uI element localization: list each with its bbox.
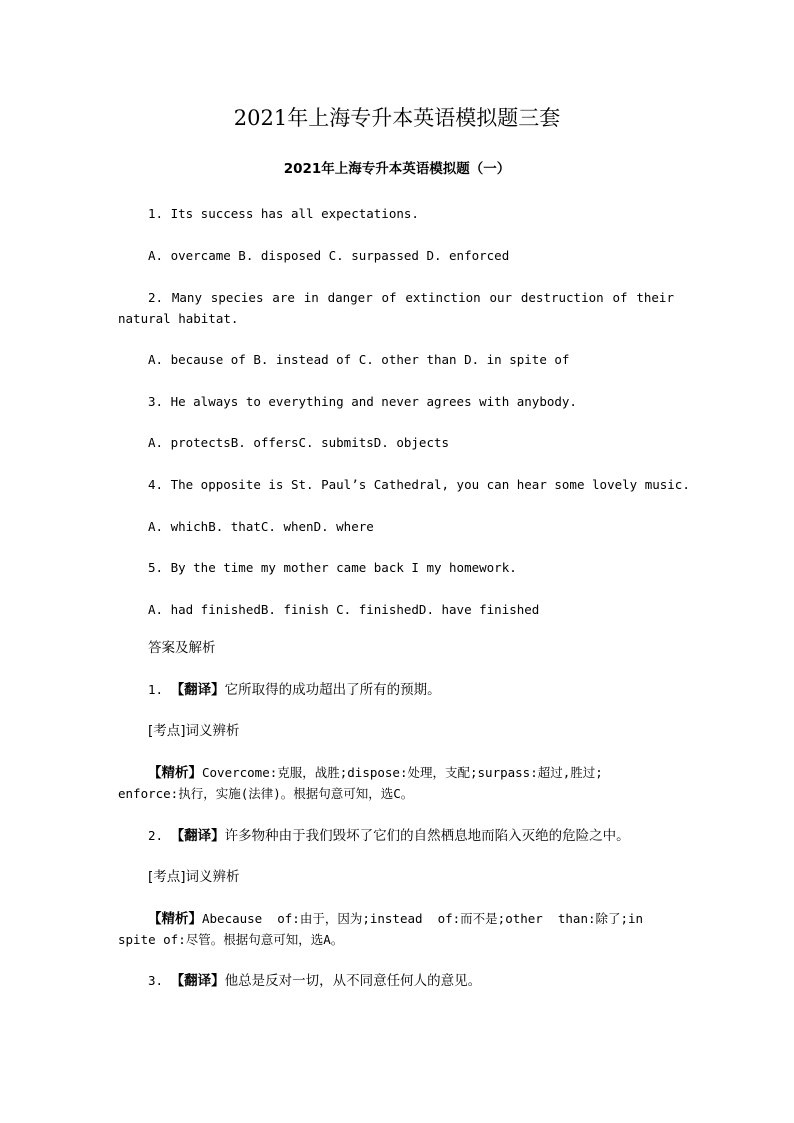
answer-number: 2.	[148, 828, 171, 843]
word: extinction	[405, 290, 481, 305]
answer-2-analysis-line-1	[148, 911, 643, 927]
word: are	[272, 290, 295, 305]
question-1: 1. Its success has all expectations.	[148, 206, 419, 221]
question-5: 5. By the time my mother came back I my homework.	[148, 560, 517, 575]
word: in	[303, 290, 319, 305]
translation-tag: 【翻译】	[170, 828, 225, 844]
answer-3-translation	[148, 973, 481, 989]
section-title: 2021年上海专升本英语模拟题（一）	[283, 161, 511, 177]
analysis-text: Covercome:克服，战胜;dispose:处理，支配;surpass:超过,胜过;	[202, 765, 603, 780]
question-3: 3. He always to everything and never agrees with anybody.	[148, 394, 577, 409]
document-title: 2021年上海专升本英语模拟题三套	[233, 106, 561, 130]
word: destruction	[520, 290, 604, 305]
answer-1-translation	[148, 682, 441, 698]
answers-heading: 答案及解析	[148, 640, 216, 656]
answer-1-point: [考点]词义辨析	[148, 723, 240, 739]
answer-1-analysis-line-2: enforce:执行，实施(法律)。根据句意可知，选C。	[118, 786, 414, 801]
answer-2-analysis-line-2: spite of:尽管。根据句意可知，选A。	[118, 932, 344, 947]
translation-tag: 【翻译】	[170, 682, 225, 698]
question-3-options: A. protectsB. offersC. submitsD. objects	[148, 435, 450, 450]
question-5-options: A. had finishedB. finish C. finishedD. have finished	[148, 602, 540, 617]
question-2-line-1	[148, 290, 674, 306]
answer-1-analysis-line-1	[148, 765, 603, 781]
word: of	[612, 290, 628, 305]
translation-text: 它所取得的成功超出了所有的预期。	[224, 682, 441, 698]
answer-2-point: [考点]词义辨析	[148, 869, 240, 885]
word: our	[489, 290, 513, 305]
analysis-tag: 【精析】	[148, 765, 202, 781]
answer-number: 1.	[148, 682, 171, 697]
question-1-options: A. overcame B. disposed C. surpassed D. enforced	[148, 248, 510, 263]
question-2-options: A. because of B. instead of C. other than D. in spite of	[148, 352, 570, 367]
analysis-tag: 【精析】	[148, 911, 202, 927]
word: of	[381, 290, 397, 305]
analysis-text: Abecause of:由于，因为;instead of:而不是;other than:除了;in	[202, 911, 644, 926]
question-2-line-2: natural habitat.	[118, 311, 239, 326]
word: species	[210, 290, 264, 305]
word: 2.	[148, 290, 164, 305]
translation-tag: 【翻译】	[170, 973, 225, 989]
word: Many	[171, 290, 202, 305]
word: danger	[327, 290, 373, 305]
translation-text: 他总是反对一切，从不同意任何人的意见。	[224, 973, 482, 989]
translation-text: 许多物种由于我们毁坏了它们的自然栖息地而陷入灭绝的危险之中。	[224, 828, 630, 844]
question-4-options: A. whichB. thatC. whenD. where	[148, 519, 374, 534]
answer-2-translation	[148, 828, 630, 844]
question-4: 4. The opposite is St. Paul’s Cathedral, you can hear some lovely music.	[148, 477, 690, 492]
word: their	[636, 290, 674, 305]
answer-number: 3.	[148, 973, 171, 988]
